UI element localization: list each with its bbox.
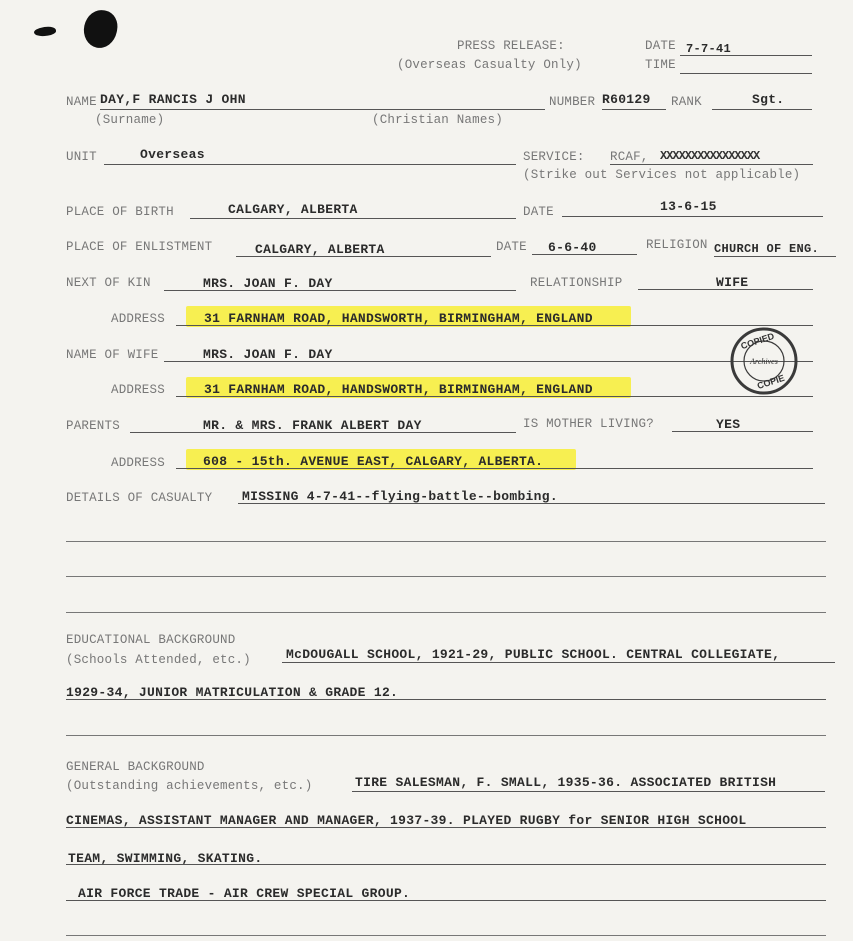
casualty-value: MISSING 4-7-41--flying-battle--bombing. — [242, 489, 558, 504]
stamp-middle-text: Archives — [750, 357, 778, 366]
service-struck-out: XXXXXXXXXXXXXXXX — [660, 149, 760, 163]
education-line2: 1929-34, JUNIOR MATRICULATION & GRADE 12. — [66, 685, 399, 700]
wife-label: NAME OF WIFE — [66, 348, 159, 362]
service-line — [610, 164, 813, 165]
general-blank-line — [66, 935, 826, 936]
general-line1: TIRE SALESMAN, F. SMALL, 1935-36. ASSOCIATED BRITISH — [355, 775, 777, 790]
service-value: RCAF, — [610, 150, 649, 164]
wife-value: MRS. JOAN F. DAY — [203, 347, 333, 362]
relationship-value: WIFE — [716, 275, 749, 290]
education-blank-line — [66, 735, 826, 736]
punch-mark-small — [33, 26, 56, 38]
general-label: GENERAL BACKGROUND — [66, 760, 205, 774]
parents-label: PARENTS — [66, 419, 120, 433]
wife-address-line — [176, 396, 813, 397]
header-date-value: 7-7-41 — [686, 42, 732, 56]
relationship-label: RELATIONSHIP — [530, 276, 623, 290]
enlistment-line — [236, 256, 491, 257]
service-note: (Strike out Services not applicable) — [523, 168, 801, 182]
name-line — [100, 109, 545, 110]
education-sublabel: (Schools Attended, etc.) — [66, 653, 251, 667]
religion-value: CHURCH OF ENG. — [714, 242, 820, 256]
general-line4: AIR FORCE TRADE - AIR CREW SPECIAL GROUP. — [78, 886, 411, 901]
relationship-line — [638, 289, 813, 290]
rank-value: Sgt. — [752, 92, 785, 107]
parents-address-line — [176, 468, 813, 469]
unit-line — [104, 164, 516, 165]
general-line3-rule — [66, 864, 826, 865]
birth-label: PLACE OF BIRTH — [66, 205, 174, 219]
education-label: EDUCATIONAL BACKGROUND — [66, 633, 236, 647]
christian-names-caption: (Christian Names) — [372, 113, 503, 127]
number-label: NUMBER — [549, 95, 596, 109]
parents-line — [130, 432, 516, 433]
parents-value: MR. & MRS. FRANK ALBERT DAY — [203, 418, 422, 433]
general-line4-rule — [66, 900, 826, 901]
header-time-label: TIME — [645, 58, 676, 72]
education-line1-rule — [282, 662, 835, 663]
enlistment-label: PLACE OF ENLISTMENT — [66, 240, 213, 254]
religion-label: RELIGION — [646, 238, 708, 252]
general-sublabel: (Outstanding achievements, etc.) — [66, 779, 313, 793]
mother-living-value: YES — [716, 417, 741, 432]
service-label: SERVICE: — [523, 150, 585, 164]
education-line2-rule — [66, 699, 826, 700]
wife-address-label: ADDRESS — [111, 383, 165, 397]
rank-line — [712, 109, 812, 110]
kin-value: MRS. JOAN F. DAY — [203, 276, 333, 291]
surname-caption: (Surname) — [95, 113, 165, 127]
casualty-blank-line-3 — [66, 612, 826, 613]
casualty-line — [238, 503, 825, 504]
number-line — [602, 109, 666, 110]
casualty-blank-line-2 — [66, 576, 826, 577]
kin-address-value: 31 FARNHAM ROAD, HANDSWORTH, BIRMINGHAM, ENGLAND — [204, 311, 593, 326]
parents-address-value: 608 - 15th. AVENUE EAST, CALGARY, ALBERTA. — [203, 454, 544, 469]
general-line3: TEAM, SWIMMING, SKATING. — [68, 851, 263, 866]
punch-mark-large — [80, 7, 120, 51]
religion-line — [714, 256, 836, 257]
stamp-bottom-text: COPIE — [755, 372, 786, 392]
name-label: NAME — [66, 95, 97, 109]
education-line1: McDOUGALL SCHOOL, 1921-29, PUBLIC SCHOOL. CENTRAL COLLEGIATE, — [286, 647, 781, 662]
casualty-blank-line-1 — [66, 541, 826, 542]
header-date-line — [680, 55, 812, 56]
kin-address-line — [176, 325, 813, 326]
rank-label: RANK — [671, 95, 702, 109]
mother-living-line — [672, 431, 813, 432]
enlistment-date-label: DATE — [496, 240, 527, 254]
casualty-label: DETAILS OF CASUALTY — [66, 491, 213, 505]
general-line2: CINEMAS, ASSISTANT MANAGER AND MANAGER, 1937-39. PLAYED RUGBY for SENIOR HIGH SCHOOL — [66, 813, 747, 828]
birth-date-value: 13-6-15 — [660, 199, 717, 214]
enlistment-date-line — [532, 254, 637, 255]
birth-date-line — [562, 216, 823, 217]
general-line2-rule — [66, 827, 826, 828]
enlistment-date-value: 6-6-40 — [548, 240, 597, 255]
enlistment-value: CALGARY, ALBERTA — [255, 242, 385, 257]
number-value: R60129 — [602, 92, 651, 107]
press-release-label: PRESS RELEASE: — [457, 39, 565, 53]
birth-date-label: DATE — [523, 205, 554, 219]
birth-value: CALGARY, ALBERTA — [228, 202, 358, 217]
wife-address-value: 31 FARNHAM ROAD, HANDSWORTH, BIRMINGHAM, ENGLAND — [204, 382, 593, 397]
wife-line — [164, 361, 813, 362]
unit-label: UNIT — [66, 150, 97, 164]
header-time-line — [680, 73, 812, 74]
kin-line — [164, 290, 516, 291]
general-line1-rule — [352, 791, 825, 792]
mother-living-label: IS MOTHER LIVING? — [523, 417, 654, 431]
copied-archives-stamp — [729, 326, 799, 396]
stamp-top-text: COPIED — [739, 330, 776, 352]
kin-label: NEXT OF KIN — [66, 276, 151, 290]
kin-address-label: ADDRESS — [111, 312, 165, 326]
header-date-label: DATE — [645, 39, 676, 53]
overseas-caption: (Overseas Casualty Only) — [397, 58, 582, 72]
unit-value: Overseas — [140, 147, 205, 162]
birth-line — [190, 218, 516, 219]
name-value: DAY,F RANCIS J OHN — [100, 92, 246, 107]
parents-address-label: ADDRESS — [111, 456, 165, 470]
